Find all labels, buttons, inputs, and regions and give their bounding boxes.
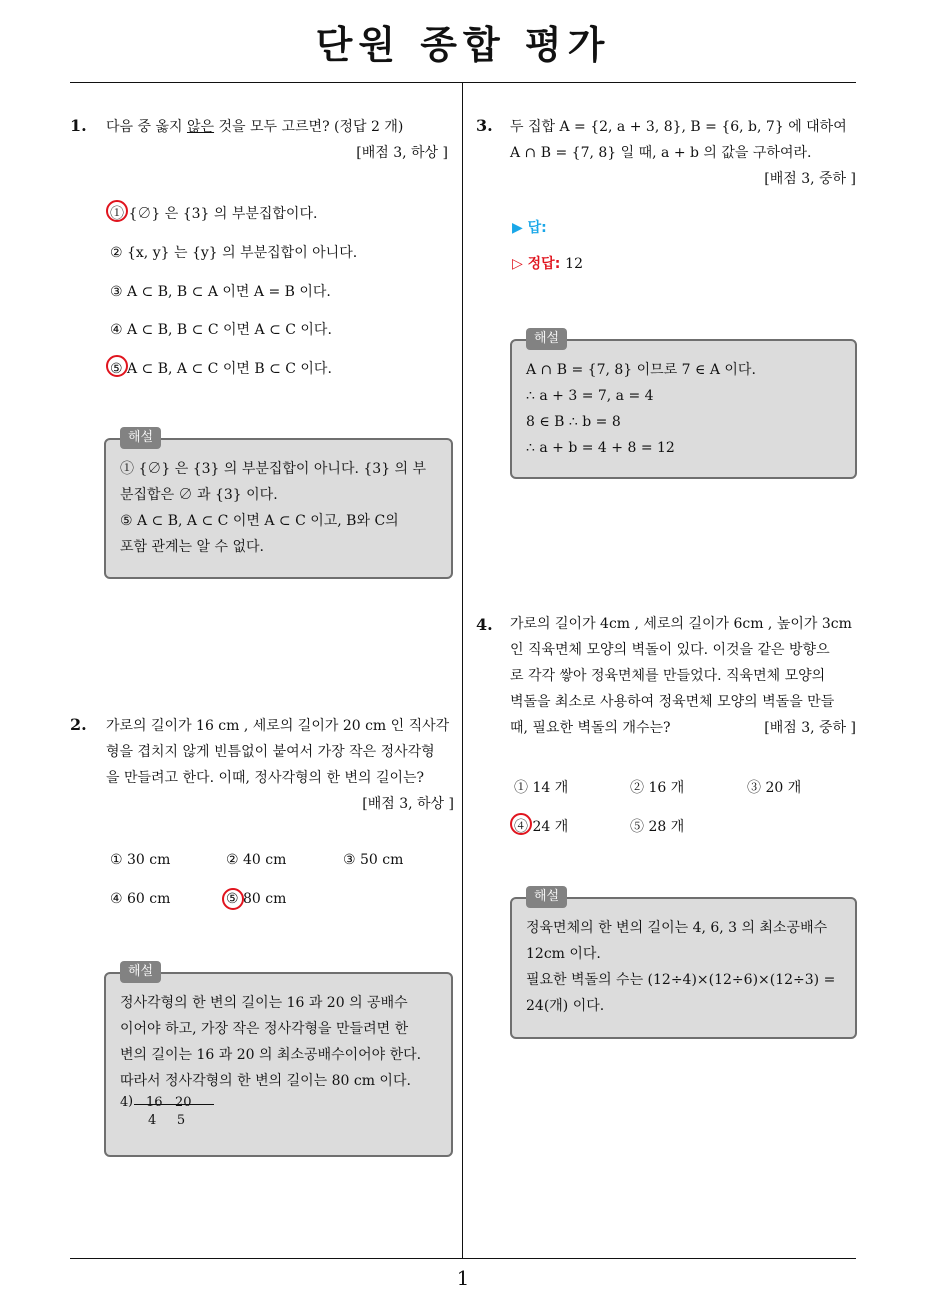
q1-option-3[interactable]: ③ A ⊂ B, B ⊂ A 이면 A = B 이다. xyxy=(110,284,331,300)
q2-option-1[interactable]: ① 30 cm xyxy=(110,852,171,868)
question-4-text: 가로의 길이가 4cm , 세로의 길이가 6cm , 높이가 3cm 인 직육면체 모양의 벽돌이 있다. 이것을 같은 방향으 로 각각 쌓아 정육면체를 만들었다. 직육면체 모양의 벽돌을 최소로 사용하여 정육면체 모양의 벽돌을 만들 때, 필요한 벽돌의 개수는? [배점 3, 중하 ] xyxy=(510,611,856,741)
question-2-score: [배점 3, 하상 ] xyxy=(362,796,454,812)
column-divider xyxy=(462,82,463,1259)
question-4-score: [배점 3, 중하 ] xyxy=(764,720,856,736)
q2-explanation-box: 해설 정사각형의 한 변의 길이는 16 과 20 의 공배수 이어야 하고, 가장 작은 정사각형을 만들려면 한 변의 길이는 16 과 20 의 최소공배수이어야 한다. 따라서 정사각형의 한 변의 길이는 80 cm 이다. 4 ) 16 20 4 5 xyxy=(104,972,453,1157)
answer-mark-circle xyxy=(222,888,244,910)
correct-answer-label: ▷ 정답: 12 xyxy=(512,256,583,272)
question-3-score: [배점 3, 중하 ] xyxy=(764,171,856,187)
explanation-tag: 해설 xyxy=(120,427,161,449)
page-title: 단원 종합 평가 xyxy=(315,23,611,67)
q1-option-4[interactable]: ④ A ⊂ B, B ⊂ C 이면 A ⊂ C 이다. xyxy=(110,322,332,338)
explanation-tag: 해설 xyxy=(526,886,567,908)
explanation-tag: 해설 xyxy=(526,328,567,350)
page-number: 1 xyxy=(456,1266,470,1290)
answer-mark-circle xyxy=(106,200,128,222)
q4-option-2[interactable]: ② 16 개 xyxy=(630,780,685,796)
underlined-word: 않은 xyxy=(186,119,215,135)
answer-input-label[interactable]: ▶ 답: xyxy=(512,220,547,236)
q2-option-3[interactable]: ③ 50 cm xyxy=(343,852,404,868)
bottom-rule xyxy=(70,1258,856,1259)
explanation-tag: 해설 xyxy=(120,961,161,983)
q1-option-5[interactable]: ⑤ A ⊂ B, A ⊂ C 이면 B ⊂ C 이다. xyxy=(110,361,332,377)
answer-mark-circle xyxy=(106,355,128,377)
question-3-text: 두 집합 A = {2, a + 3, 8}, B = {6, b, 7} 에 대하여 A ∩ B = {7, 8} 일 때, a + b 의 값을 구하여라. [배점 3, 중하 ] xyxy=(510,114,856,192)
q4-option-4[interactable]: ④ 24 개 xyxy=(514,819,569,835)
q4-option-3[interactable]: ③ 20 개 xyxy=(747,780,802,796)
question-3-number: 3. xyxy=(476,116,493,135)
q3-explanation-box: 해설 A ∩ B = {7, 8} 이므로 7 ∈ A 이다. ∴ a + 3 = 7, a = 4 8 ∈ B ∴ b = 8 ∴ a + b = 4 + 8 = 12 xyxy=(510,339,857,479)
question-1-score: [배점 3, 하상 ] xyxy=(356,145,448,161)
q4-option-5[interactable]: ⑤ 28 개 xyxy=(630,819,685,835)
question-2-number: 2. xyxy=(70,715,87,734)
q2-option-5[interactable]: ⑤ 80 cm xyxy=(226,891,287,907)
top-rule xyxy=(70,82,856,83)
short-division: 4 ) 16 20 4 5 xyxy=(120,1094,437,1134)
q1-explanation-box: 해설 ① {∅} 은 {3} 의 부분집합이 아니다. {3} 의 부 분집합은 ∅ 과 {3} 이다. ⑤ A ⊂ B, A ⊂ C 이면 A ⊂ C 이고, B와 C의 포함 관계는 알 수 없다. xyxy=(104,438,453,579)
question-1-text: 다음 중 옳지 않은 것을 모두 고르면? (정답 2 개) [배점 3, 하상 ] xyxy=(106,114,448,166)
correct-answer-value: 12 xyxy=(565,256,583,272)
answer-mark-circle xyxy=(510,813,532,835)
question-1-number: 1. xyxy=(70,116,87,135)
q4-option-1[interactable]: ① 14 개 xyxy=(514,780,569,796)
q2-option-4[interactable]: ④ 60 cm xyxy=(110,891,171,907)
question-2-text: 가로의 길이가 16 cm , 세로의 길이가 20 cm 인 직사각 형을 겹치지 않게 빈틈없이 붙여서 가장 작은 정사각형 을 만들려고 한다. 이때, 정사각형의 한 변의 길이는? [배점 3, 하상 ] xyxy=(106,713,454,817)
q4-explanation-box: 해설 정육면체의 한 변의 길이는 4, 6, 3 의 최소공배수 12cm 이다. 필요한 벽돌의 수는 (12÷4)×(12÷6)×(12÷3) = 24(개) 이다. xyxy=(510,897,857,1039)
q2-option-2[interactable]: ② 40 cm xyxy=(226,852,287,868)
q1-option-2[interactable]: ② {x, y} 는 {y} 의 부분집합이 아니다. xyxy=(110,245,358,261)
question-4-number: 4. xyxy=(476,615,493,634)
q1-option-1[interactable]: ① {∅} 은 {3} 의 부분집합이다. xyxy=(110,206,318,222)
